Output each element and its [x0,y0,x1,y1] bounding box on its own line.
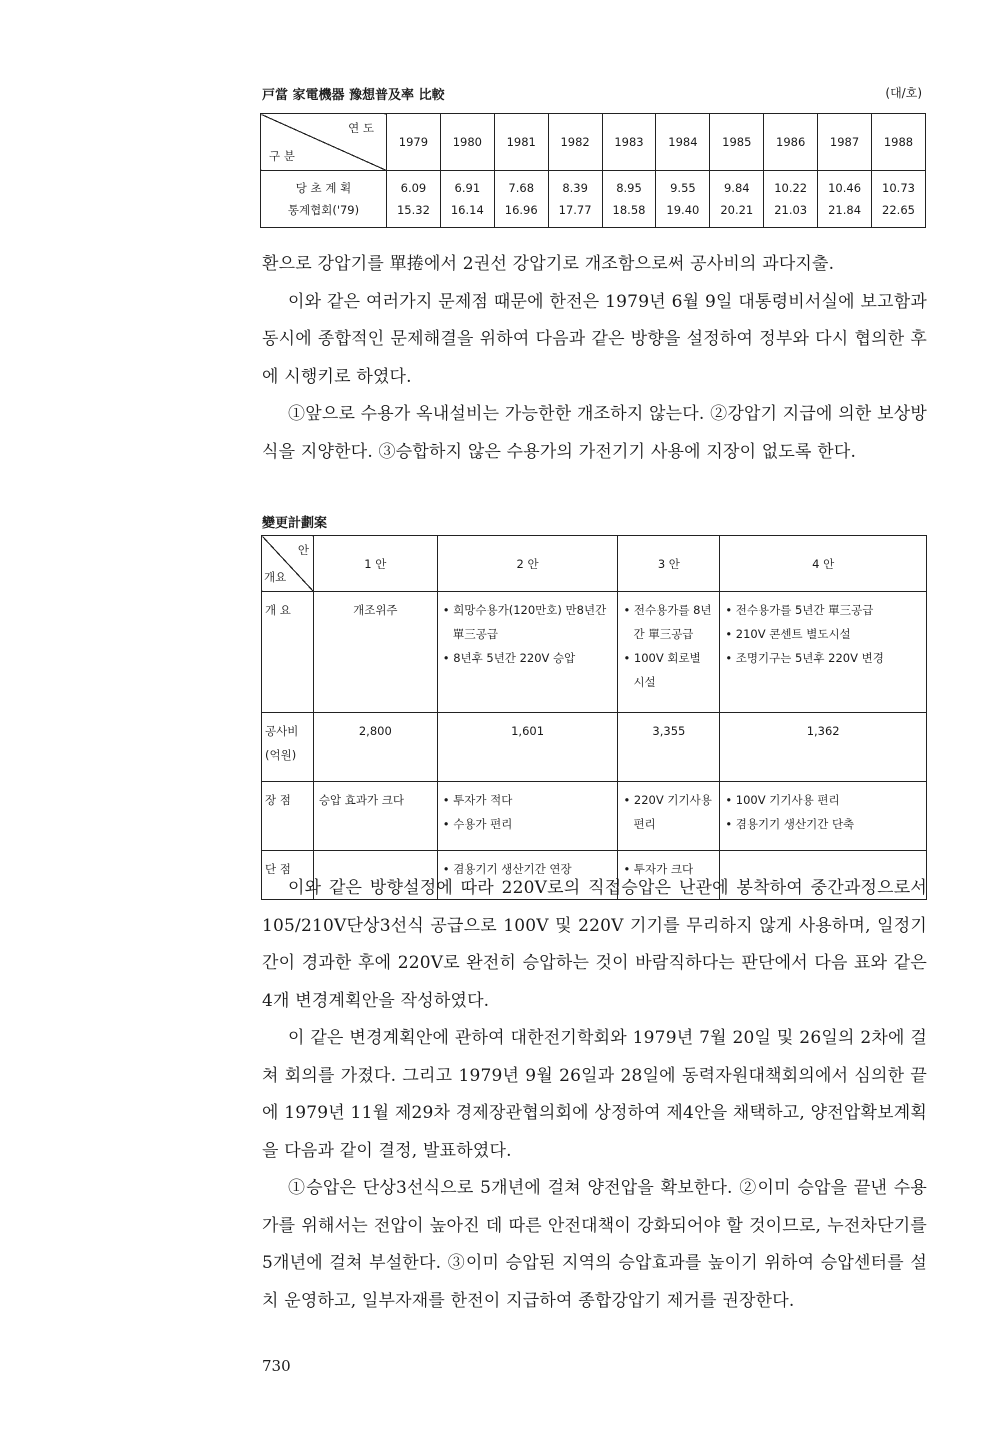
table1-title: 戸當 家電機器 豫想普及率 比較 [262,88,445,103]
row-label: 단 점 [262,851,314,900]
paragraph: 이와 같은 여러가지 문제점 때문에 한전은 1979년 6월 9일 대통령비서실에 보고함과 동시에 종합적인 문제해결을 위하여 다음과 같은 방향을 설정하여 정부와 다시 협의한 후에 시행키로 하였다. [262,291,927,387]
plan1-overview: 개조위주 [313,592,437,713]
table1-year-cell [656,171,710,228]
merit-row [262,782,927,851]
value-association: 18.58 [612,203,646,217]
value-association: 16.96 [504,203,538,217]
plan2-overview [437,592,618,713]
paragraph: 이와 같은 방향설정에 따라 220V로의 직접승압은 난관에 봉착하여 중간과정으로서 105/210V단상3선식 공급으로 100V 및 220V 기기를 무리하지 않게 사용하며, 일정기간이 경과한 후에 220V로 완전히 승압하는 것이 바람직하다는 판단에서 다음 표와 같은 4개 변경계획안을 작성하였다. [262,878,927,1011]
table2-title: 變更計劃案 [262,516,328,531]
table2-header-row [262,536,927,592]
value-plan: 6.91 [454,181,481,195]
plan-header: 3 안 [618,536,720,592]
list-item: • 투자가 크다 [623,857,714,881]
row-label: 장 점 [262,782,314,851]
list-item: • 210V 콘센트 별도시설 [725,622,921,646]
table1-year-cell [602,171,656,228]
table1-year-cell [764,171,818,228]
table1-corner-bottom: 구 분 [269,149,295,163]
year-header: 1984 [656,114,710,171]
plan3-overview [618,592,720,713]
table1-corner-top: 연 도 [348,121,374,135]
paragraph: ①앞으로 수용가 옥내설비는 가능한한 개조하지 않는다. ②강압기 지급에 의한 보상방식을 지양한다. ③승합하지 않은 수용가의 가전기기 사용에 지장이 없도록 한다. [262,404,927,462]
table1-corner-cell [261,114,387,171]
table1-year-cell [387,171,441,228]
value-plan: 10.22 [774,181,808,195]
table1-year-cell [872,171,926,228]
list-item: • 220V 기기사용 편리 [623,788,714,836]
paragraph: 환으로 강압기를 單捲에서 2권선 강압기로 개조함으로써 공사비의 과다지출. [262,254,835,274]
table1-row-labels [261,171,387,228]
row-label: 공사비 (억원) [262,713,314,782]
cost-row [262,713,927,782]
list-item: • 전수용가를 8년간 單三공급 [623,598,714,646]
value-association: 22.65 [882,203,915,217]
plan4-merit [720,782,927,851]
plan3-merit [618,782,720,851]
paragraph: 이 같은 변경계획안에 관하여 대한전기학회와 1979년 7월 20일 및 26일의 2차에 걸쳐 회의를 가졌다. 그리고 1979년 9월 26일과 28일에 동력자원대책회의에서 심의한 끝에 1979년 11월 제29차 경제장관협의회에 상정하여 제4안을 채택하고, 양전압확보계획을 다음과 같이 결정, 발표하였다. [262,1028,927,1161]
plan-header: 4 안 [720,536,927,592]
list-item: • 겸용기기 생산기간 단축 [725,812,921,836]
row-label-plan: 당 초 계 획 [295,181,352,195]
list-item: • 100V 회로별 시설 [623,646,714,694]
overview-row [262,592,927,713]
year-header: 1988 [872,114,926,171]
year-header: 1983 [602,114,656,171]
value-plan: 10.73 [882,181,915,195]
list-item: • 투자가 적다 [443,788,613,812]
row-label-association: 통계협회('79) [287,203,360,217]
value-association: 19.40 [666,203,700,217]
value-plan: 10.46 [828,181,862,195]
list-item: • 겸용기기 생산기간 연장 [443,857,613,881]
plan-header: 2 안 [437,536,618,592]
plan2-cost: 1,601 [437,713,618,782]
year-header: 1987 [818,114,872,171]
year-header: 1985 [710,114,764,171]
table2-corner-top: 안 [297,543,309,557]
year-header: 1981 [494,114,548,171]
list-item: • 조명기구는 5년후 220V 변경 [725,646,921,670]
plan2-merit [437,782,618,851]
value-association: 21.84 [828,203,862,217]
value-association: 21.03 [774,203,808,217]
value-plan: 6.09 [400,181,427,195]
change-plan-table [261,535,927,900]
table1-year-cell [710,171,764,228]
list-item: • 100V 기기사용 편리 [725,788,921,812]
table1-year-cell [548,171,602,228]
plan3-cost: 3,355 [618,713,720,782]
table2-corner-bottom: 개요 [264,570,287,584]
year-header: 1986 [764,114,818,171]
plan4-cost: 1,362 [720,713,927,782]
page-number: 730 [262,1357,291,1375]
value-association: 20.21 [720,203,754,217]
plan4-overview [720,592,927,713]
value-plan: 9.55 [670,181,696,195]
plan1-merit: 승압 효과가 크다 [313,782,437,851]
table1-year-cell [818,171,872,228]
plan-header: 1 안 [313,536,437,592]
table1-data-row [261,171,926,228]
row-label: 개 요 [262,592,314,713]
penetration-rate-table [260,113,926,228]
list-item: • 전수용가를 5년간 單三공급 [725,598,921,622]
value-association: 17.77 [558,203,592,217]
table1-year-cell [494,171,548,228]
list-item: • 희망수용가(120만호) 만8년간 單三공급 [443,598,613,646]
year-header: 1979 [387,114,441,171]
plan1-cost: 2,800 [313,713,437,782]
value-plan: 7.68 [508,181,535,195]
year-header: 1982 [548,114,602,171]
table1-header-row [261,114,926,171]
value-association: 15.32 [396,203,430,217]
table1-unit: (대/호) [885,86,922,100]
value-association: 16.14 [450,203,484,217]
value-plan: 8.39 [562,181,588,195]
table1-caption-row [262,84,922,103]
table1-year-cell [440,171,494,228]
list-item: • 8년후 5년간 220V 승압 [443,646,613,670]
value-plan: 9.84 [723,181,750,195]
table2-corner-cell [262,536,314,592]
body-text-top [262,246,927,471]
list-item: • 수용가 편리 [443,812,613,836]
paragraph: ①승압은 단상3선식으로 5개년에 걸쳐 양전압을 확보한다. ②이미 승압을 끝낸 수용가를 위해서는 전압이 높아진 데 따른 안전대책이 강화되어야 할 것이므로, 누전차단기를 5개년에 걸쳐 부설한다. ③이미 승압된 지역의 승압효과를 높이기 위하여 승압센터를 설치 운영하고, 일부자재를 한전이 지급하여 종합강압기 제거를 권장한다. [262,1178,927,1311]
body-text-bottom [262,870,927,1320]
value-plan: 8.95 [616,181,642,195]
year-header: 1980 [440,114,494,171]
